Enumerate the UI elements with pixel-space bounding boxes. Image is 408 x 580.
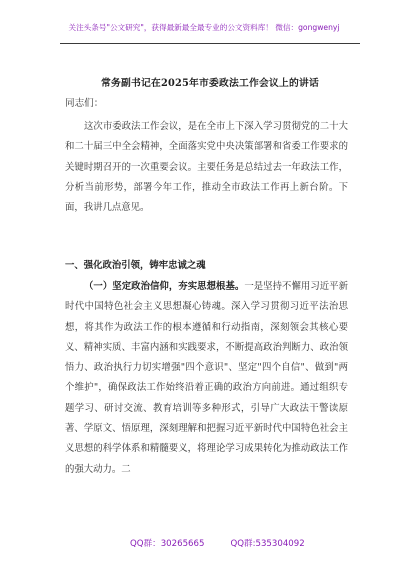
subsection-paragraph bbox=[65, 277, 348, 480]
footer-qq-group-1: QQ群：30265665 bbox=[130, 539, 205, 549]
subsection-lead: （一）坚定政治信仰，夯实思想根基。 bbox=[84, 281, 245, 292]
intro-paragraph: 这次市委政法工作会议，是在全市上下深入学习贯彻党的二十大和二十届三中全会精神，全面落实党中央决策部署和省委工作要求的关键时期召开的一次重要会议。主要任务是总结过去一年政法工作，分析当前形势，部署今年工作，推动全市政法工作再上新台阶。下面，我讲几点意见。 bbox=[65, 121, 348, 214]
salutation: 同志们： bbox=[65, 98, 104, 109]
footer-qq-group-2: QQ群:535304092 bbox=[230, 539, 305, 549]
section-heading: 一、强化政治引领，铸牢忠诚之魂 bbox=[65, 260, 206, 271]
footer-contact bbox=[130, 537, 305, 549]
header-banner: 关注头条号"公文研究"，获得最新最全最专业的公文资料库！ 微信：gongwenyj bbox=[68, 23, 340, 32]
subsection-body: 一是坚持不懈用习近平新时代中国特色社会主义思想凝心铸魂。深入学习贯彻习近平法治思想，将其作为政法工作的根本遵循和行动指南，深刻领会其核心要义、精神实质、丰富内涵和实践要求，不断提高政治判断力、政治领悟力、政治执行力切实增强"四个意识"、坚定"四个自信"、做到"两个维护"，确保政法工作始终沿着正确的政治方向前进。通过组织专题学习、研讨交流、教育培训等多种形式，引导广大政法干警读原著、学原文、悟原理，深刻理解和把握习近平新时代中国特色社会主义思想的科学体系和精髓要义，将理论学习成果转化为推动政法工作的强大动力。二 bbox=[65, 281, 348, 475]
document-title: 常务副书记在2025年市委政法工作会议上的讲话 bbox=[100, 78, 319, 89]
header-divider bbox=[60, 43, 360, 44]
